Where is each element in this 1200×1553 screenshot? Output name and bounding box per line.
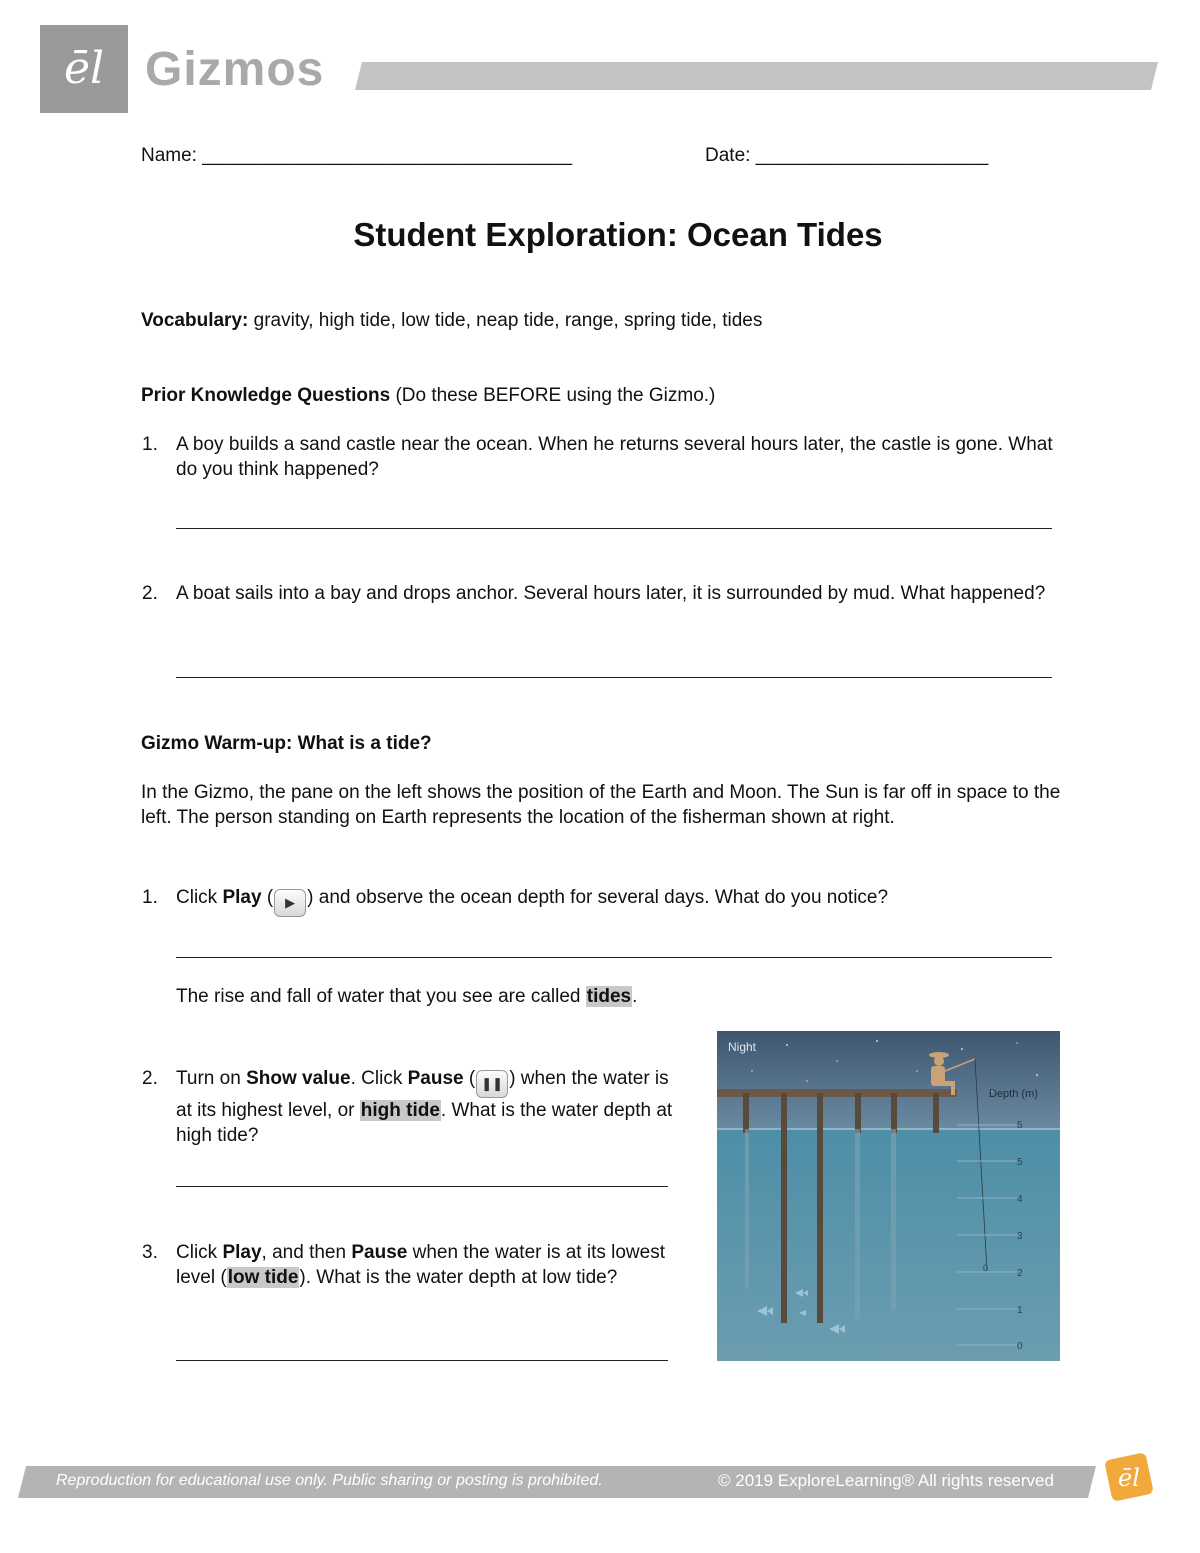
q3-p3: when the water is at its lowest level ( xyxy=(176,1242,665,1288)
answer-line-warmup-q2[interactable] xyxy=(176,1186,668,1187)
depth-tick-5: 5 xyxy=(1017,1157,1023,1168)
tides-post: . xyxy=(632,986,638,1007)
pause-icon: ❚❚ xyxy=(476,1070,508,1098)
date-field[interactable] xyxy=(705,143,988,168)
q1-post: ) and observe the ocean depth for several days. What do you notice? xyxy=(307,887,889,908)
prior-knowledge-heading xyxy=(141,383,715,408)
logo-mark: ēl xyxy=(63,43,105,94)
brand-name: Gizmos xyxy=(145,43,325,96)
prior-q1-number: 1. xyxy=(142,434,158,455)
warmup-intro: In the Gizmo, the pane on the left shows the position of the Earth and Moon. The Sun is far off in space to the left. The person standing on Earth represents the location of the fisherman shown at right. xyxy=(141,782,1061,828)
explorelearning-logo xyxy=(1100,1448,1158,1506)
prior-q2-text: A boat sails into a bay and drops anchor. Several hours later, it is surrounded by mud. What happened? xyxy=(176,583,1046,604)
name-label: Name: xyxy=(141,145,197,166)
warmup-q1-text xyxy=(176,885,1066,917)
q3-play-word: Play xyxy=(222,1242,262,1263)
depth-label: Depth (m) xyxy=(989,1088,1038,1100)
tides-pre: The rise and fall of water that you see are called xyxy=(176,986,586,1007)
q3-pause-word: Pause xyxy=(351,1242,408,1263)
q1-pre: Click xyxy=(176,887,223,908)
date-blank: ______________________ xyxy=(755,145,989,166)
warmup-q3-number: 3. xyxy=(142,1242,158,1263)
warmup-q2-text xyxy=(176,1066,676,1148)
depth-tick-0: 0 xyxy=(1017,1341,1023,1352)
vocabulary-label: Vocabulary: xyxy=(141,310,249,331)
q2-show-value: Show value xyxy=(246,1068,351,1089)
tides-sentence xyxy=(176,984,637,1009)
q2-p2: . Click xyxy=(350,1068,408,1089)
page-title: Student Exploration: Ocean Tides xyxy=(353,216,883,253)
vocabulary xyxy=(141,308,762,333)
header-bar xyxy=(355,62,1158,90)
depth-tick-5-top: 5 xyxy=(1017,1120,1023,1131)
q1-open: ( xyxy=(261,887,274,908)
answer-line-warmup-q3[interactable] xyxy=(176,1360,668,1361)
q2-p5: . What is the water depth at high tide? xyxy=(176,1100,673,1146)
warmup-q3-text xyxy=(176,1240,676,1290)
prior-q1-text: A boy builds a sand castle near the ocean. When he returns several hours later, the castle is gone. What do you think happened? xyxy=(176,434,1053,480)
prior-q2-number: 2. xyxy=(142,583,158,604)
depth-tick-4: 4 xyxy=(1017,1194,1023,1205)
q2-p1: Turn on xyxy=(176,1068,247,1089)
depth-tick-1: 1 xyxy=(1017,1305,1023,1316)
footer-logo-mark: ēl xyxy=(1118,1464,1140,1492)
q1-play-word: Play xyxy=(222,887,262,908)
q2-high-tide: high tide xyxy=(360,1100,440,1121)
answer-line-prior-q1[interactable] xyxy=(176,528,1052,529)
vocabulary-terms: gravity, high tide, low tide, neap tide, range, spring tide, tides xyxy=(253,310,763,331)
depth-tick-2: 2 xyxy=(1017,1268,1023,1279)
ocean-tide-simulation-image xyxy=(717,1031,1060,1361)
name-blank: ___________________________________ xyxy=(202,145,573,166)
q2-p3: ( xyxy=(463,1068,476,1089)
night-sky xyxy=(717,1031,1060,1129)
warmup-heading: Gizmo Warm-up: What is a tide? xyxy=(141,733,432,754)
pier-deck xyxy=(717,1089,957,1097)
answer-line-warmup-q1[interactable] xyxy=(176,957,1052,958)
night-label: Night xyxy=(728,1040,757,1054)
name-field[interactable] xyxy=(141,143,572,168)
depth-tick-3: 3 xyxy=(1017,1231,1023,1242)
logo-box xyxy=(40,25,128,113)
date-label: Date: xyxy=(705,145,751,166)
ocean-water xyxy=(717,1129,1060,1361)
q2-pause-word: Pause xyxy=(407,1068,464,1089)
q3-low-tide: low tide xyxy=(227,1267,299,1288)
prior-heading-text: Prior Knowledge Questions xyxy=(141,385,391,406)
depth-readout: 0 xyxy=(983,1263,989,1273)
q3-p4: ). What is the water depth at low tide? xyxy=(299,1267,618,1288)
play-icon: ▶ xyxy=(274,889,306,917)
footer-copyright: © 2019 ExploreLearning® All rights reserved xyxy=(718,1471,1054,1490)
prior-heading-note: (Do these BEFORE using the Gizmo.) xyxy=(395,385,716,406)
tides-term: tides xyxy=(586,986,632,1007)
footer-disclaimer: Reproduction for educational use only. Public sharing or posting is prohibited. xyxy=(56,1472,603,1489)
answer-line-prior-q2[interactable] xyxy=(176,677,1052,678)
warmup-q2-number: 2. xyxy=(142,1068,158,1089)
warmup-q1-number: 1. xyxy=(142,887,158,908)
q3-p2: , and then xyxy=(261,1242,352,1263)
q2-p4: ) when the water is at its highest level, or xyxy=(176,1068,669,1121)
q3-p1: Click xyxy=(176,1242,223,1263)
